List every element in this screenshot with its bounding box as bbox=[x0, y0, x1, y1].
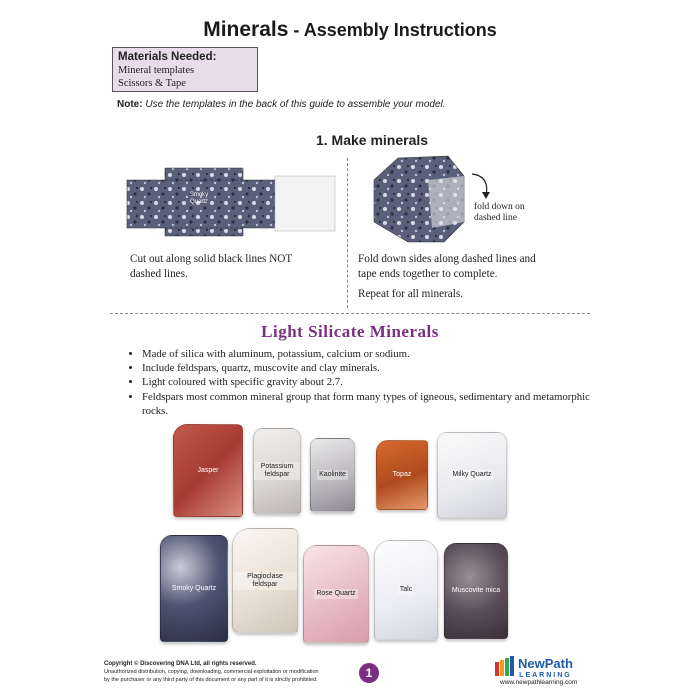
mineral-model-smoky-quartz: Smoky Quartz bbox=[160, 535, 228, 642]
brand-subtitle: LEARNING bbox=[519, 672, 572, 679]
legal-line: by the purchaser or any third party of this document or any part of it is strictly prohibited. bbox=[104, 677, 318, 683]
fold-label-line: fold down on bbox=[474, 202, 525, 212]
mineral-model-kaolinite: Kaolinite bbox=[310, 438, 355, 512]
materials-heading: Materials Needed: bbox=[118, 51, 217, 63]
note-text: Use the templates in the back of this guide to assemble your model. bbox=[145, 99, 446, 110]
curved-arrow-icon bbox=[468, 170, 494, 200]
title-main: Minerals bbox=[203, 18, 289, 41]
legal-line: Unauthorized distribution, copying, downloading, commercial exploitation or modification bbox=[104, 669, 319, 675]
caption-line: Cut out along solid black lines NOT bbox=[130, 253, 293, 265]
materials-box bbox=[112, 47, 258, 92]
page-number: 1 bbox=[359, 663, 379, 683]
note bbox=[117, 99, 446, 110]
caption-line: dashed lines. bbox=[130, 268, 188, 280]
mineral-model-talc: Talc bbox=[374, 540, 438, 640]
mineral-model-topaz: Topaz bbox=[376, 440, 428, 510]
copyright-line: Copyright © Discovering DNA Ltd, all rights reserved. bbox=[104, 661, 257, 667]
website-link[interactable]: www.newpathlearning.com bbox=[500, 679, 578, 686]
step-heading: 1. Make minerals bbox=[315, 132, 429, 148]
fold-instructions bbox=[358, 252, 536, 302]
mineral-model-potassium-feldspar: Potassium feldspar bbox=[253, 428, 301, 514]
newpath-logo-icon bbox=[495, 656, 515, 678]
fold-label bbox=[474, 202, 525, 224]
materials-item: Mineral templates bbox=[118, 65, 195, 76]
page-title bbox=[0, 18, 700, 42]
bullet-list bbox=[128, 347, 602, 418]
folded-template-image bbox=[368, 150, 468, 245]
bullet-item: • Light coloured with specific gravity about 2.7. bbox=[142, 375, 602, 389]
bullet-item: • Feldspars most common mineral group that form many types of igneous, sedimentary and metamorphic rocks. bbox=[142, 390, 602, 418]
mineral-model-muscovite-mica: Muscovite mica bbox=[444, 543, 508, 639]
mineral-model-jasper: Jasper bbox=[173, 424, 243, 517]
title-rest: Assembly Instructions bbox=[303, 20, 497, 40]
caption-line: Fold down sides along dashed lines and bbox=[358, 253, 536, 265]
template-label: Smoky Quartz bbox=[189, 192, 209, 205]
copyright-notice bbox=[104, 660, 319, 684]
step-divider bbox=[347, 158, 348, 308]
bullet-item: • Include feldspars, quartz, muscovite and clay minerals. bbox=[142, 361, 602, 375]
note-label: Note: bbox=[117, 99, 143, 110]
title-separator: - bbox=[288, 20, 304, 40]
mineral-model-plagioclase-feldspar: Plagioclase feldspar bbox=[232, 528, 298, 633]
cut-instructions bbox=[130, 252, 292, 282]
caption-line: tape ends together to complete. bbox=[358, 268, 498, 280]
bullet-item: • Made of silica with aluminum, potassium, calcium or sodium. bbox=[142, 347, 602, 361]
mineral-model-rose-quartz: Rose Quartz bbox=[303, 545, 369, 643]
section-divider bbox=[110, 313, 590, 314]
section-title: Light Silicate Minerals bbox=[261, 322, 439, 341]
flat-template-image bbox=[125, 158, 340, 238]
caption-line: Repeat for all minerals. bbox=[358, 288, 463, 300]
materials-item: Scissors & Tape bbox=[118, 78, 186, 89]
fold-label-line: dashed line bbox=[474, 213, 518, 223]
mineral-model-milky-quartz: Milky Quartz bbox=[437, 432, 507, 518]
brand-title: NewPath bbox=[518, 656, 573, 671]
